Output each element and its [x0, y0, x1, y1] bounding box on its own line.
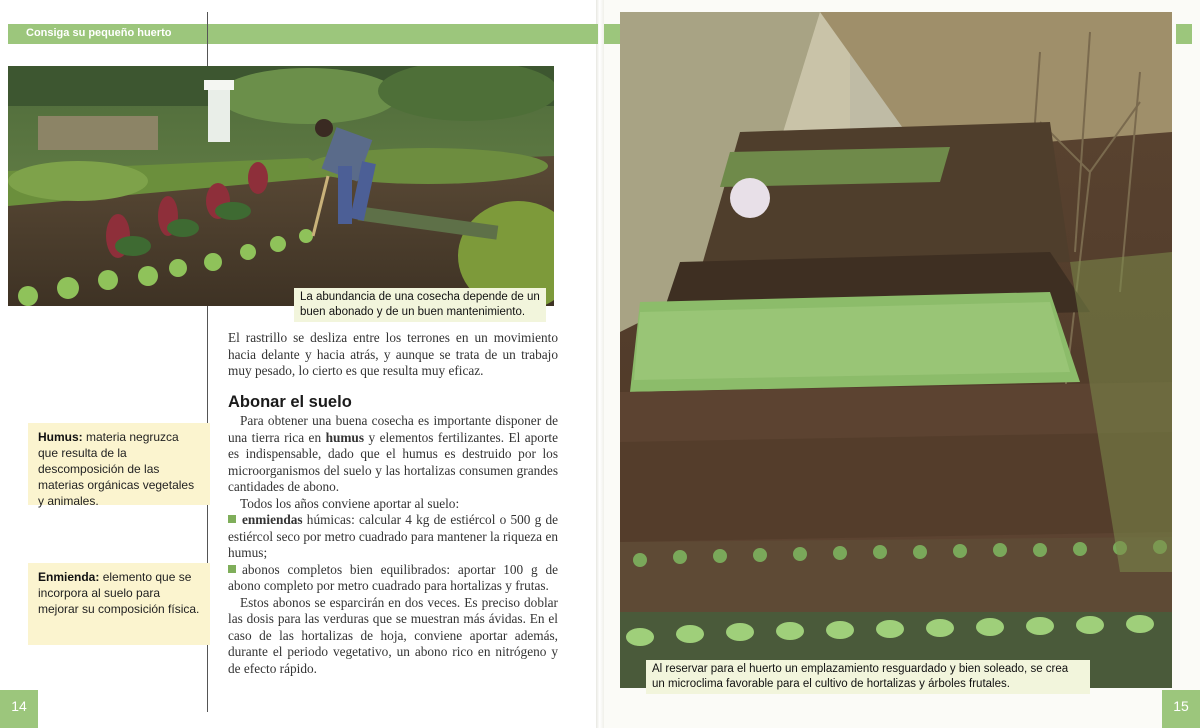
paragraph-3: Estos abonos se esparcirán en dos veces. Es preciso doblar las dosis para las verduras que se muestran más ávidas. En el caso de las hortalizas de hoja, conviene aportar además, durante el periodo vegetativo, un abono rico en nitrógeno y de efecto rápido.: [228, 594, 558, 676]
section-header-bar: [8, 24, 598, 44]
caption-left-photo: La abundancia de una cosecha depende de un buen abonado y de un buen mantenimiento.: [294, 288, 546, 322]
glossary-term: Humus:: [38, 430, 83, 444]
intro-paragraph: El rastrillo se desliza entre los terrones en un movimiento hacia delante y hacia atrás, y aunque se trata de un trabajo muy pesado, lo cierto es que resulta muy eficaz.: [228, 330, 558, 378]
book-gutter: [596, 0, 604, 728]
glossary-box-enmienda: [28, 563, 210, 645]
glossary-box-humus: [28, 423, 210, 508]
bullet-item: abonos completos bien equilibrados: aportar 100 g de abono completo por metro cuadrado para hortalizas y frutas.: [228, 561, 558, 593]
photo-terraced-garden-illustration: [620, 12, 1172, 688]
paragraph-2: Todos los años conviene aportar al suelo:: [240, 495, 460, 511]
main-text: [228, 413, 558, 677]
header-bar-right-start: [604, 24, 620, 44]
term-enmiendas: enmiendas: [242, 512, 303, 527]
section-header-title: Consiga su pequeño huerto: [26, 27, 172, 39]
bullet-square-icon: [228, 565, 236, 573]
bullet-item: enmiendas húmicas: calcular 4 kg de estiércol o 500 g de estiércol seco por metro cuadrado para mantener la riqueza en humus;: [228, 512, 558, 560]
photo-gardener-raking: [8, 66, 554, 306]
section-heading: Abonar el suelo: [228, 393, 352, 411]
photo-terraced-garden: [620, 12, 1172, 688]
paragraph-1: Para obtener una buena cosecha es importante disponer de una tierra rica en humus y elementos fertilizantes. El aporte es indispensable, dado que el humus es destruido por los microorganismos del suelo y las hortalizas consumen grandes cantidades de abono.: [228, 413, 558, 494]
page-number-right: 15: [1162, 690, 1200, 728]
term-humus: humus: [325, 429, 364, 445]
page-number-left: 14: [0, 690, 38, 728]
caption-right-photo: Al reservar para el huerto un emplazamiento resguardado y bien soleado, se crea un microclima favorable para el cultivo de hortalizas y árboles frutales.: [646, 660, 1090, 694]
bullet-square-icon: [228, 515, 236, 523]
glossary-definition: materia negruzca que resulta de la descomposición de las materias orgánicas vegetales y animales.: [38, 430, 195, 508]
glossary-term: Enmienda:: [38, 570, 100, 584]
photo-gardener-raking-illustration: [8, 66, 554, 306]
header-bar-right-end: [1176, 24, 1192, 44]
glossary-definition: elemento que se incorpora al suelo para mejorar su composición física.: [38, 570, 200, 616]
